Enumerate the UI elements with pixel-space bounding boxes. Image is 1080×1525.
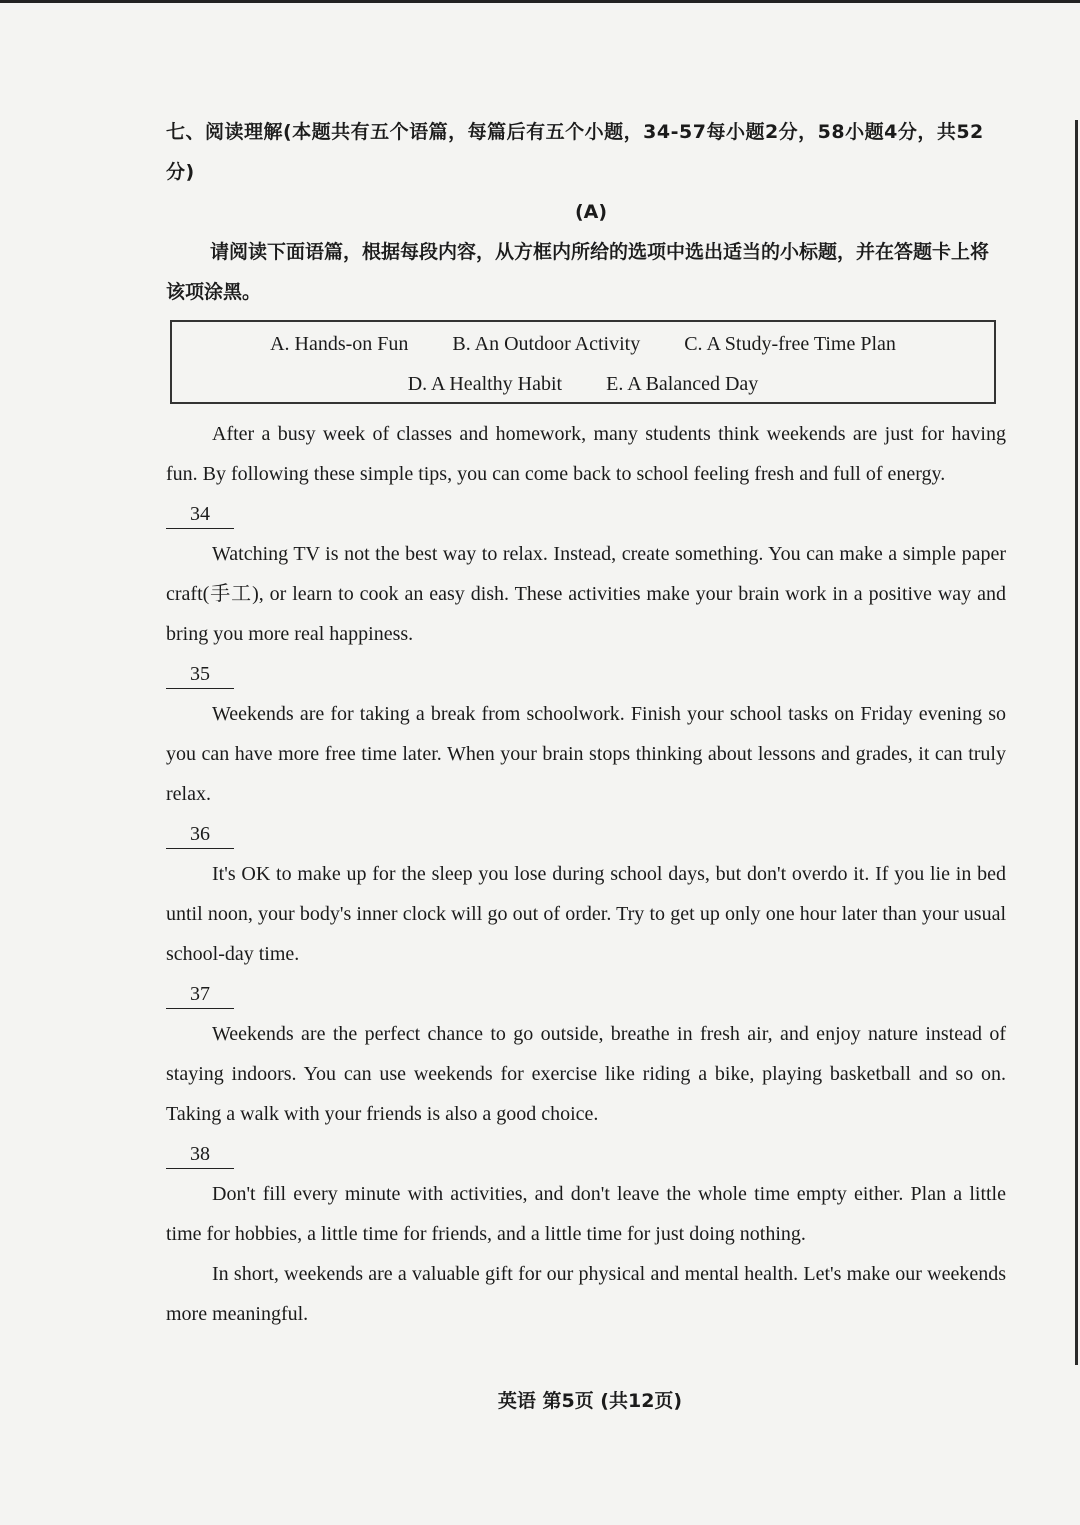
option-c: C. A Study-free Time Plan — [684, 333, 896, 355]
blank-38 — [166, 1134, 1006, 1174]
passage-label: (A) — [574, 201, 608, 223]
blank-34 — [166, 494, 1006, 534]
blank-37 — [166, 974, 1006, 1014]
option-e: E. A Balanced Day — [606, 373, 759, 395]
options-box — [170, 320, 996, 404]
intro-paragraph: After a busy week of classes and homework, many students think weekends are just for having fun. By following these simple tips, you can come back to school feeling fresh and full of energy. — [166, 423, 1006, 485]
page-footer: 英语 第5页 (共12页) — [497, 1390, 683, 1412]
option-d: D. A Healthy Habit — [407, 373, 563, 395]
instruction-text: 请阅读下面语篇，根据每段内容，从方框内所给的选项中选出适当的小标题，并在答题卡上将该项涂黑。 — [166, 241, 990, 303]
options-row-1 — [172, 324, 994, 364]
binding-rule — [1075, 120, 1078, 1365]
paragraph-37: Weekends are the perfect chance to go outside, breathe in fresh air, and enjoy nature instead of staying indoors. You can use weekends for exercise like riding a bike, playing basketball and so on. Taking a walk with your friends is also a good choice. — [166, 1023, 1006, 1125]
section-title: 七、阅读理解(本题共有五个语篇，每篇后有五个小题，34-57每小题2分，58小题4分，共52分) — [166, 121, 984, 183]
conclusion-paragraph: In short, weekends are a valuable gift for our physical and mental health. Let's make our weekends more meaningful. — [166, 1263, 1006, 1325]
question-number: 34 — [166, 500, 234, 529]
option-a: A. Hands-on Fun — [270, 333, 409, 355]
option-b: B. An Outdoor Activity — [452, 333, 641, 355]
question-number: 38 — [166, 1140, 234, 1169]
paragraph-36: It's OK to make up for the sleep you lose during school days, but don't overdo it. If you lie in bed until noon, your body's inner clock will go out of order. Try to get up only one hour later than your usual school-day time. — [166, 863, 1006, 965]
paragraph-34: Watching TV is not the best way to relax. Instead, create something. You can make a simple paper craft(手工), or learn to cook an easy dish. These activities make your brain work in a positive way and bring you more real happiness. — [166, 543, 1006, 645]
question-number: 36 — [166, 820, 234, 849]
blank-35 — [166, 654, 1006, 694]
question-number: 35 — [166, 660, 234, 689]
options-row-2 — [172, 364, 994, 404]
exam-page — [166, 112, 1006, 1334]
paragraph-35: Weekends are for taking a break from schoolwork. Finish your school tasks on Friday evening so you can have more free time later. When your brain stops thinking about lessons and grades, it can truly relax. — [166, 703, 1006, 805]
blank-36 — [166, 814, 1006, 854]
question-number: 37 — [166, 980, 234, 1009]
paragraph-38: Don't fill every minute with activities, and don't leave the whole time empty either. Plan a little time for hobbies, a little time for friends, and a little time for just doing nothing. — [166, 1183, 1006, 1245]
page-top-border — [0, 0, 1080, 3]
